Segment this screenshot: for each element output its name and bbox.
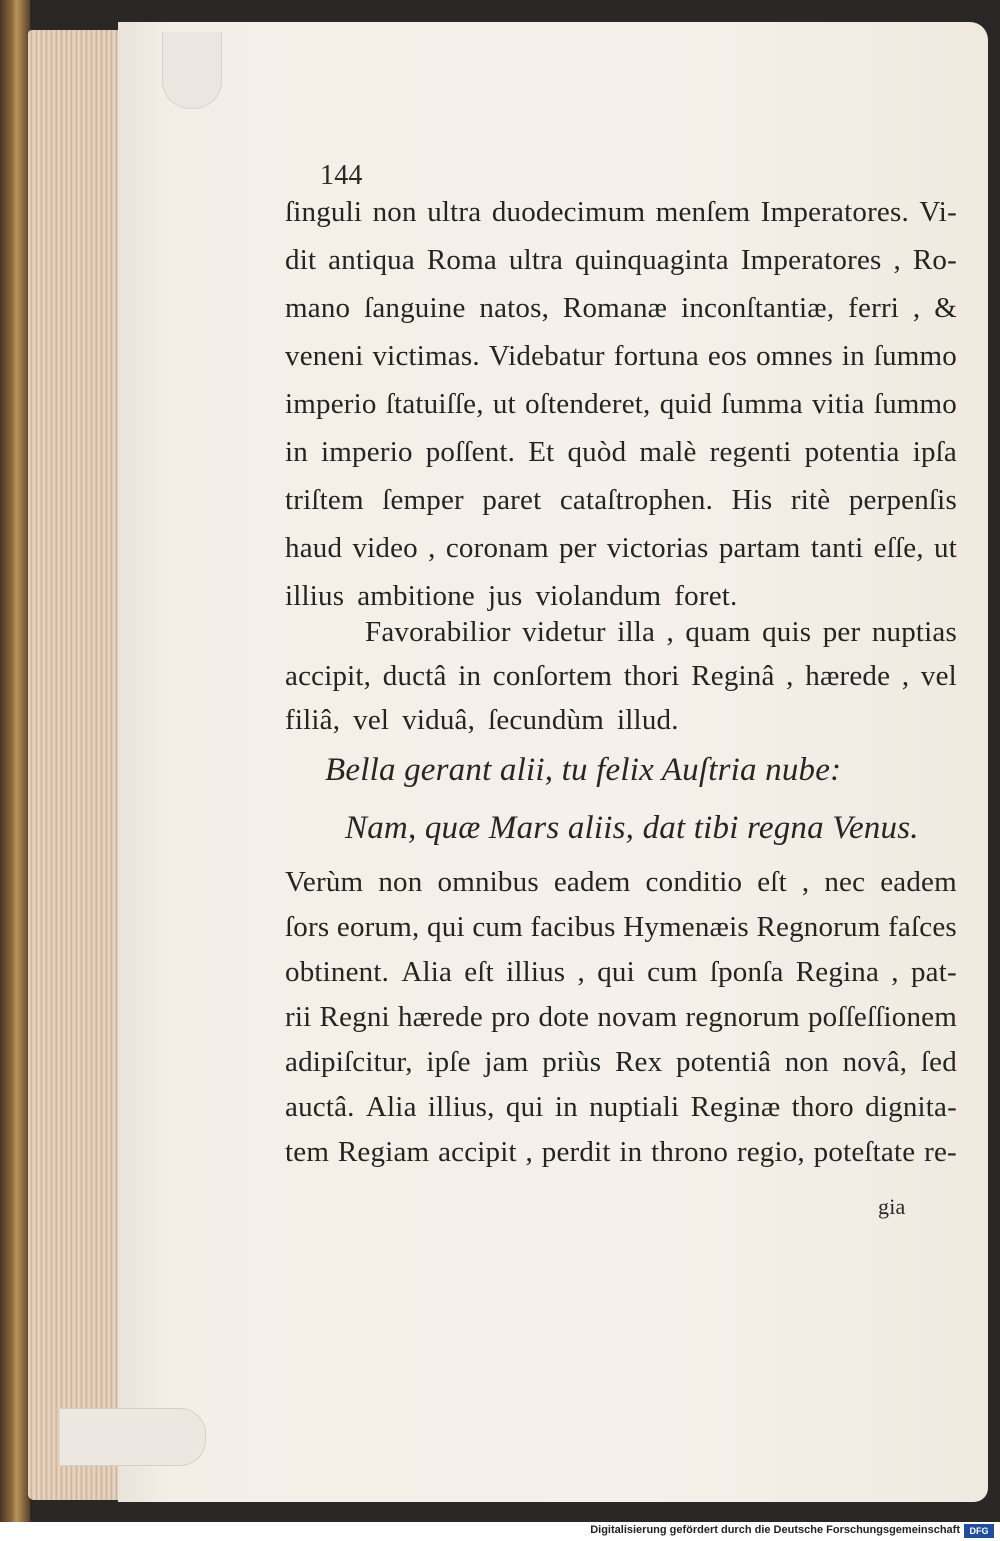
word: illius: [285, 580, 345, 612]
word: regnorum: [685, 1001, 800, 1033]
text-line: [285, 1093, 957, 1122]
text-line: [285, 913, 957, 942]
word: hærede: [805, 660, 891, 692]
word: inconſtantiæ,: [681, 292, 835, 324]
word: poſſeſſionem: [807, 1001, 957, 1033]
word: Alia: [401, 956, 453, 988]
page-number: 144: [320, 160, 363, 191]
word: partam: [718, 532, 801, 564]
word: &: [934, 292, 957, 324]
word: pat-: [910, 956, 957, 988]
word: ſumma: [721, 388, 803, 420]
word: qui: [505, 1091, 544, 1123]
word: antiqua: [328, 244, 415, 276]
word: ambitione: [357, 580, 475, 612]
word: Vi-: [919, 196, 957, 228]
word: Videbatur: [488, 340, 605, 372]
text-line: [285, 958, 957, 987]
word: thoro: [791, 1091, 854, 1123]
word: eſſe,: [873, 532, 924, 564]
text-line: [285, 486, 957, 515]
word: conſortem: [492, 660, 613, 692]
word: ,: [577, 956, 585, 988]
word: filiâ,: [285, 704, 341, 736]
word: ſed: [920, 1046, 957, 1078]
word: quinquaginta: [575, 244, 729, 276]
word: throno: [651, 1136, 729, 1168]
word: Roma: [426, 244, 497, 276]
word: non: [784, 1046, 829, 1078]
text-line: [285, 342, 957, 371]
word: ferri: [848, 292, 900, 324]
text-line: [285, 198, 957, 227]
word: in: [554, 1091, 578, 1123]
word: vel: [920, 660, 957, 692]
word: per: [558, 532, 597, 564]
word: eadem: [553, 866, 631, 898]
word: ,: [666, 616, 674, 648]
word: ritè: [790, 484, 831, 516]
word: Reginæ: [690, 1091, 781, 1123]
word: omnibus: [437, 866, 539, 898]
text-line: [285, 1048, 957, 1077]
word: malè: [639, 436, 697, 468]
word: hærede: [397, 1001, 483, 1033]
word: ,: [901, 660, 910, 692]
word: ut: [492, 388, 516, 420]
word: victorias: [606, 532, 709, 564]
word: accipit: [438, 1136, 517, 1168]
word: poſſent.: [425, 436, 516, 468]
word: nuptias: [871, 616, 957, 648]
word: priùs: [542, 1046, 602, 1078]
text-line: [285, 868, 957, 897]
text-line: [285, 582, 957, 611]
word: Verùm: [285, 866, 364, 898]
word: cataſtrophen.: [559, 484, 714, 516]
word: ultra: [427, 196, 482, 228]
text-line: [365, 618, 957, 647]
word: ſummo: [873, 340, 957, 372]
word: Rex: [614, 1046, 663, 1078]
footer-bar: [0, 1522, 1000, 1541]
word: ipſe: [426, 1046, 471, 1078]
text-line: [285, 294, 957, 323]
word: quam: [685, 616, 751, 648]
text-line: [285, 1138, 957, 1167]
word: video: [352, 532, 418, 564]
word: illius: [506, 956, 566, 988]
verse-line-1: Bella gerant alii, tu felix Auſtria nube:: [325, 752, 842, 788]
text-line: [285, 438, 957, 467]
word: imperio: [285, 388, 377, 420]
word: tanti: [810, 532, 864, 564]
word: pro: [491, 1001, 531, 1033]
word: jus: [488, 580, 523, 612]
word: eadem: [880, 866, 957, 898]
book-binding: [0, 0, 30, 1522]
word: potentia: [804, 436, 900, 468]
dfg-logo: DFG: [964, 1524, 994, 1538]
word: haud: [285, 532, 343, 564]
word: illa: [617, 616, 656, 648]
word: regenti: [709, 436, 792, 468]
word: ,: [912, 292, 921, 324]
word: imperio: [321, 436, 413, 468]
word: accipit,: [285, 660, 372, 692]
word: non: [378, 866, 423, 898]
word: foret.: [674, 580, 738, 612]
word: potentiâ: [676, 1046, 772, 1078]
word: nec: [824, 866, 866, 898]
word: ,: [525, 1136, 533, 1168]
word: dit: [285, 244, 317, 276]
word: quòd: [567, 436, 627, 468]
word: illud.: [617, 704, 679, 736]
word: Alia: [365, 1091, 417, 1123]
word: menſem: [655, 196, 751, 228]
word: paret: [482, 484, 542, 516]
word: ſecundùm: [488, 704, 605, 736]
word: fortuna: [613, 340, 699, 372]
word: ſummo: [873, 388, 957, 420]
word: Et: [528, 436, 555, 468]
word: Hymenæis: [623, 911, 749, 943]
word: qui: [427, 911, 465, 943]
word: Ro-: [912, 244, 957, 276]
word: in: [841, 340, 865, 372]
word: poteſtate: [813, 1136, 916, 1168]
word: faſces: [888, 911, 957, 943]
word: viduâ,: [402, 704, 476, 736]
word: triſtem: [285, 484, 364, 516]
word: ſtatuiſſe,: [385, 388, 484, 420]
text-line: [285, 706, 957, 735]
word: oſtenderet,: [525, 388, 651, 420]
word: ,: [801, 866, 810, 898]
word: ,: [893, 244, 901, 276]
word: quid: [659, 388, 713, 420]
word: vitia: [812, 388, 865, 420]
catchword: gia: [878, 1194, 906, 1219]
text-line: [285, 662, 957, 691]
word: rii: [285, 1001, 312, 1033]
text-line: [285, 246, 957, 275]
word: cum: [472, 911, 523, 943]
word: obtinent.: [285, 956, 390, 988]
word: natos,: [479, 292, 550, 324]
word: cum: [647, 956, 698, 988]
word: eſt: [757, 866, 787, 898]
word: Reginâ: [691, 660, 775, 692]
word: victimas.: [372, 340, 480, 372]
footer-credit: Digitalisierung gefördert durch die Deutsche Forschungsgemeinschaft: [590, 1524, 960, 1536]
word: vel: [353, 704, 390, 736]
word: ,: [428, 532, 436, 564]
word: ipſa: [912, 436, 957, 468]
word: ultra: [508, 244, 564, 276]
word: per: [822, 616, 861, 648]
word: Regiam: [337, 1136, 430, 1168]
word: Favorabilior: [365, 616, 511, 648]
text-line: [285, 1003, 957, 1032]
bookmark-tab-bottom: [60, 1408, 206, 1466]
word: duodecimum: [491, 196, 646, 228]
word: adipiſcitur,: [285, 1046, 413, 1078]
word: perpenſis: [848, 484, 957, 516]
word: His: [731, 484, 773, 516]
word: Regni: [319, 1001, 390, 1033]
text-line: [285, 390, 957, 419]
word: ductâ: [382, 660, 447, 692]
word: Regnorum: [756, 911, 881, 943]
verse-line-2: Nam, quæ Mars aliis, dat tibi regna Venus.: [345, 810, 919, 846]
word: conditio: [645, 866, 743, 898]
word: ut: [934, 532, 957, 564]
word: eos: [707, 340, 748, 372]
word: videtur: [522, 616, 606, 648]
word: mano: [285, 292, 351, 324]
word: veneni: [285, 340, 364, 372]
word: eorum,: [336, 911, 420, 943]
word: ſponſa: [709, 956, 784, 988]
word: dote: [538, 1001, 590, 1033]
word: Regina: [795, 956, 880, 988]
word: ,: [891, 956, 899, 988]
bookmark-tab-top: [162, 32, 222, 109]
word: ,: [786, 660, 794, 692]
word: Romanæ: [562, 292, 668, 324]
text-line: [285, 534, 957, 563]
word: quis: [762, 616, 812, 648]
word: ſemper: [382, 484, 464, 516]
word: ſanguine: [364, 292, 466, 324]
word: thori: [623, 660, 680, 692]
word: illius,: [427, 1091, 495, 1123]
word: re-: [924, 1136, 957, 1168]
word: facibus: [530, 911, 616, 943]
word: tem: [285, 1136, 330, 1168]
word: in: [458, 660, 482, 692]
word: nuptiali: [589, 1091, 680, 1123]
word: omnes: [756, 340, 833, 372]
word: non: [372, 196, 417, 228]
word: auctâ.: [285, 1091, 355, 1123]
word: qui: [597, 956, 635, 988]
word: violandum: [535, 580, 662, 612]
word: Imperatores.: [760, 196, 909, 228]
word: jam: [484, 1046, 529, 1078]
word: in: [619, 1136, 643, 1168]
word: regio,: [736, 1136, 805, 1168]
word: dignita-: [865, 1091, 957, 1123]
word: perdit: [541, 1136, 611, 1168]
word: novâ,: [842, 1046, 908, 1078]
word: Imperatores: [740, 244, 882, 276]
word: in: [285, 436, 308, 468]
word: ſors: [285, 911, 330, 943]
word: coronam: [445, 532, 549, 564]
word: novam: [597, 1001, 678, 1033]
word: ſinguli: [285, 196, 363, 228]
word: eſt: [464, 956, 494, 988]
